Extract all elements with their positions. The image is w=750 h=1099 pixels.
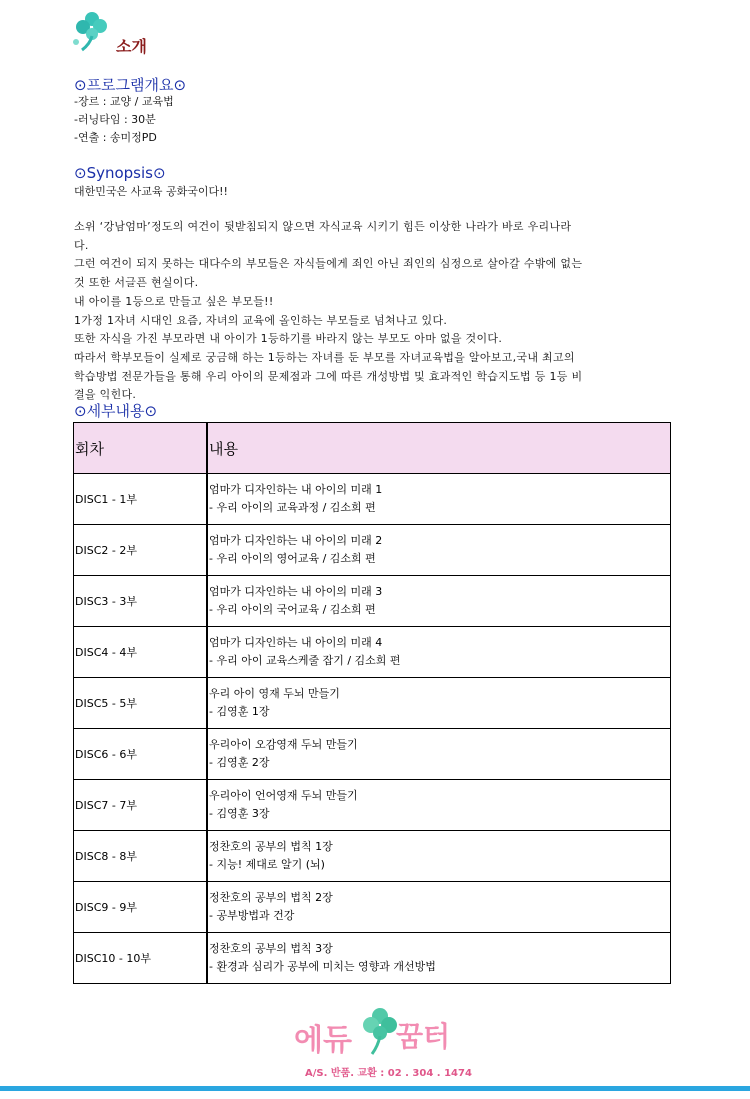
bottom-divider	[0, 1086, 750, 1091]
content-title: 우리 아이 영재 두뇌 만들기	[209, 687, 340, 700]
footer-contact: A/S. 반품. 교환 : 02 . 304 . 1474	[305, 1068, 472, 1079]
content-cell	[207, 576, 671, 627]
overview-heading: ⊙프로그램개요⊙	[74, 76, 187, 94]
episode-cell: DISC1 - 1부	[74, 474, 208, 525]
table-row	[74, 882, 671, 933]
synopsis-line: 1가정 1자녀 시대인 요즘, 자녀의 교육에 올인하는 부모들로 넘쳐나고 있다.	[74, 313, 448, 327]
column-header-content: 내용	[207, 423, 671, 474]
content-subtitle: - 지능! 제대로 알기 (뇌)	[209, 858, 325, 871]
content-title: 정찬호의 공부의 법칙 1장	[209, 840, 333, 853]
content-title: 엄마가 디자인하는 내 아이의 미래 2	[209, 534, 383, 547]
content-subtitle: - 공부방법과 건강	[209, 909, 295, 922]
synopsis-line: 소위 ‘강남엄마’정도의 여건이 뒷받침되지 않으면 자식교육 시키기 힘든 이상한 나라가 바로 우리나라	[74, 220, 572, 233]
content-subtitle: - 우리 아이의 국어교육 / 김소희 편	[209, 603, 376, 616]
episode-table	[73, 422, 671, 984]
episode-cell: DISC6 - 6부	[74, 729, 208, 780]
synopsis-line: 학습방법 전문가들을 통해 우리 아이의 문제점과 그에 따른 개성방법 및 효과적인 학습지도법 등 1등 비	[74, 369, 583, 383]
synopsis-body	[74, 218, 674, 405]
content-title: 엄마가 디자인하는 내 아이의 미래 4	[209, 636, 383, 649]
table-row	[74, 627, 671, 678]
details-heading: ⊙세부내용⊙	[74, 402, 158, 420]
content-cell	[207, 627, 671, 678]
logo-text-left: 에듀	[294, 1023, 352, 1058]
content-cell	[207, 525, 671, 576]
content-title: 정찬호의 공부의 법칙 2장	[209, 891, 333, 904]
synopsis-line: 내 아이를 1등으로 만들고 싶은 부모들!!	[74, 294, 274, 308]
content-subtitle: - 김영훈 2장	[209, 756, 270, 769]
synopsis-line: 것 또한 서글픈 현실이다.	[74, 276, 199, 290]
episode-cell: DISC9 - 9부	[74, 882, 208, 933]
overview-director: -연출 : 송미정PD	[74, 131, 157, 144]
table-row	[74, 474, 671, 525]
content-subtitle: - 우리 아이의 교육과정 / 김소희 편	[209, 501, 376, 514]
content-subtitle: - 김영훈 3장	[209, 807, 270, 820]
content-cell	[207, 933, 671, 984]
content-cell	[207, 882, 671, 933]
episode-cell: DISC3 - 3부	[74, 576, 208, 627]
synopsis-line: 결을 익힌다.	[74, 388, 137, 402]
table-row	[74, 729, 671, 780]
table-row	[74, 831, 671, 882]
episode-cell: DISC5 - 5부	[74, 678, 208, 729]
table-header-row	[74, 423, 671, 474]
episode-cell: DISC8 - 8부	[74, 831, 208, 882]
content-title: 우리아이 오감영재 두뇌 만들기	[209, 738, 358, 751]
episode-cell: DISC7 - 7부	[74, 780, 208, 831]
logo-clover-icon	[363, 1008, 397, 1054]
table-row	[74, 678, 671, 729]
page-title: 소개	[116, 37, 147, 56]
episode-cell: DISC4 - 4부	[74, 627, 208, 678]
clover-logo-icon	[68, 8, 114, 54]
content-cell	[207, 474, 671, 525]
synopsis-line: 다.	[74, 238, 89, 252]
content-cell	[207, 729, 671, 780]
content-title: 엄마가 디자인하는 내 아이의 미래 1	[209, 483, 383, 496]
synopsis-lead: 대한민국은 사교육 공화국이다!!	[74, 185, 228, 198]
content-title: 우리아이 언어영재 두뇌 만들기	[209, 789, 358, 802]
overview-genre: -장르 : 교양 / 교육법	[74, 95, 174, 108]
episode-cell: DISC2 - 2부	[74, 525, 208, 576]
table-row	[74, 576, 671, 627]
content-cell	[207, 678, 671, 729]
content-cell	[207, 831, 671, 882]
synopsis-line: 또한 자식을 가진 부모라면 내 아이가 1등하기를 바라지 않는 부모도 아마 없을 것이다.	[74, 332, 503, 346]
content-title: 엄마가 디자인하는 내 아이의 미래 3	[209, 585, 383, 598]
content-title: 정찬호의 공부의 법칙 3장	[209, 942, 333, 955]
edu-kkumter-logo	[292, 1000, 462, 1062]
content-subtitle: - 우리 아이의 영어교육 / 김소희 편	[209, 552, 376, 565]
logo-text-right: 꿈터	[396, 1020, 451, 1053]
content-subtitle: - 김영훈 1장	[209, 705, 270, 718]
overview-runtime: -러닝타임 : 30분	[74, 113, 156, 126]
column-header-episode: 회차	[74, 423, 208, 474]
episode-cell: DISC10 - 10부	[74, 933, 208, 984]
synopsis-line: 따라서 학부모들이 실제로 궁금해 하는 1등하는 자녀를 둔 부모를 자녀교육법을 알아보고,국내 최고의	[74, 350, 575, 364]
table-row	[74, 933, 671, 984]
synopsis-heading: ⊙Synopsis⊙	[74, 164, 166, 182]
table-row	[74, 780, 671, 831]
content-subtitle: - 환경과 심리가 공부에 미치는 영향과 개선방법	[209, 960, 436, 973]
content-cell	[207, 780, 671, 831]
table-row	[74, 525, 671, 576]
synopsis-line: 그런 여건이 되지 못하는 대다수의 부모들은 자식들에게 죄인 아닌 죄인의 심정으로 살아갈 수밖에 없는	[74, 257, 583, 271]
content-subtitle: - 우리 아이 교육스케줄 잡기 / 김소희 편	[209, 654, 401, 667]
